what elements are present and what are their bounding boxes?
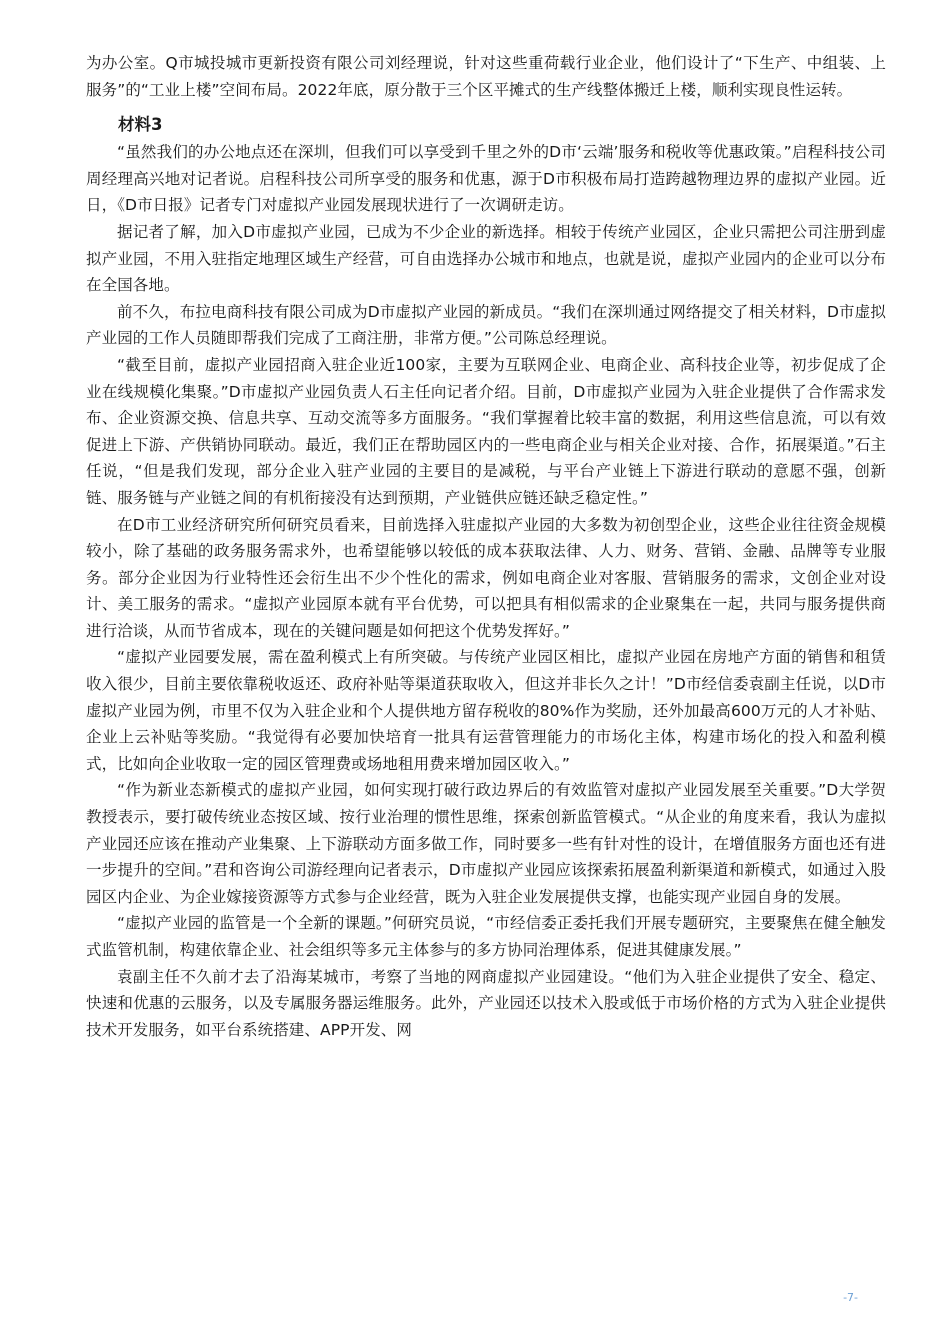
body-paragraph: 袁副主任不久前才去了沿海某城市，考察了当地的网商虚拟产业园建设。“他们为入驻企业提供了安全、稳定、快速和优惠的云服务，以及专属服务器运维服务。此外，产业园还以技术入股或低于市场价格的方式为入驻企业提供技术开发服务，如平台系统搭建、APP开发、网: [86, 967, 886, 1039]
body-paragraph: “作为新业态新模式的虚拟产业园，如何实现打破行政边界后的有效监管对虚拟产业园发展至关重要。”D大学贺教授表示，要打破传统业态按区域、按行业治理的惯性思维，探索创新监管模式。“从企业的角度来看，我认为虚拟产业园还应该在推动产业集聚、上下游联动方面多做工作，同时要多一些有针对性的设计，在增值服务方面也还有进一步提升的空间。”君和咨询公司游经理向记者表示，D市虚拟产业园应该探索拓展盈利新渠道和新模式，如通过入股园区内企业、为企业嫁接资源等方式参与企业经营，既为入驻企业发展提供支撑，也能实现产业园自身的发展。: [86, 781, 886, 906]
body-paragraph: “虚拟产业园的监管是一个全新的课题。”何研究员说，“市经信委正委托我们开展专题研究，主要聚焦在健全触发式监管机制，构建依靠企业、社会组织等多元主体参与的多方协同治理体系，促进其健康发展。”: [86, 914, 886, 959]
document-page: [86, 0, 886, 1043]
body-paragraph: 前不久，布拉电商科技有限公司成为D市虚拟产业园的新成员。“我们在深圳通过网络提交了相关材料，D市虚拟产业园的工作人员随即帮我们完成了工商注册，非常方便。”公司陈总经理说。: [86, 302, 886, 348]
body-paragraph: 据记者了解，加入D市虚拟产业园，已成为不少企业的新选择。相较于传统产业园区，企业只需把公司注册到虚拟产业园，不用入驻指定地理区域生产经营，可自由选择办公城市和地点，也就是说，虚拟产业园内的企业可以分布在全国各地。: [86, 222, 886, 295]
body-paragraph: 在D市工业经济研究所何研究员看来，目前选择入驻虚拟产业园的大多数为初创型企业，这些企业往往资金规模较小，除了基础的政务服务需求外，也希望能够以较低的成本获取法律、人力、财务、营销、金融、品牌等专业服务。部分企业因为行业特性还会衍生出不少个性化的需求，例如电商企业对客服、营销服务的需求，文创企业对设计、美工服务的需求。“虚拟产业园原本就有平台优势，可以把具有相似需求的企业聚集在一起，共同与服务提供商进行洽谈，从而节省成本，现在的关键问题是如何把这个优势发挥好。”: [86, 515, 886, 640]
intro-paragraph: 为办公室。Q市城投城市更新投资有限公司刘经理说，针对这些重荷载行业企业，他们设计了“下生产、中组装、上服务”的“工业上楼”空间布局。2022年底，原分散于三个区平摊式的生产线整体搬迁上楼，顺利实现良性运转。: [86, 54, 886, 99]
body-paragraph: “虚拟产业园要发展，需在盈利模式上有所突破。与传统产业园区相比，虚拟产业园在房地产方面的销售和租赁收入很少，目前主要依靠税收返还、政府补贴等渠道获取收入，但这并非长久之计！”D市经信委袁副主任说，以D市虚拟产业园为例，市里不仅为入驻企业和个人提供地方留存税收的80%作为奖励，还外加最高600万元的人才补贴、企业上云补贴等奖励。“我觉得有必要加快培育一批具有运营管理能力的市场化主体，构建市场化的投入和盈利模式，比如向企业收取一定的园区管理费或场地租用费来增加园区收入。”: [86, 648, 886, 773]
body-paragraph: “截至目前，虚拟产业园招商入驻企业近100家，主要为互联网企业、电商企业、高科技企业等，初步促成了企业在线规模化集聚。”D市虚拟产业园负责人石主任向记者介绍。目前，D市虚拟产业园为入驻企业提供了合作需求发布、企业资源交换、信息共享、互动交流等多方面服务。“我们掌握着比较丰富的数据，利用这些信息流，可以有效促进上下游、产供销协同联动。最近，我们正在帮助园区内的一些电商企业与相关企业对接、合作，拓展渠道。”石主任说，“但是我们发现，部分企业入驻产业园的主要目的是减税，与平台产业链上下游进行联动的意愿不强，创新链、服务链与产业链之间的有机衔接没有达到预期，产业链供应链还缺乏稳定性。”: [86, 355, 886, 507]
body-paragraph: “虽然我们的办公地点还在深圳，但我们可以享受到千里之外的D市‘云端’服务和税收等优惠政策。”启程科技公司周经理高兴地对记者说。启程科技公司所享受的服务和优惠，源于D市积极布局打造跨越物理边界的虚拟产业园。近日，《D市日报》记者专门对虚拟产业园发展现状进行了一次调研走访。: [86, 143, 886, 215]
section-heading: 材料3: [118, 115, 163, 135]
page-number: -7-: [843, 1291, 858, 1304]
